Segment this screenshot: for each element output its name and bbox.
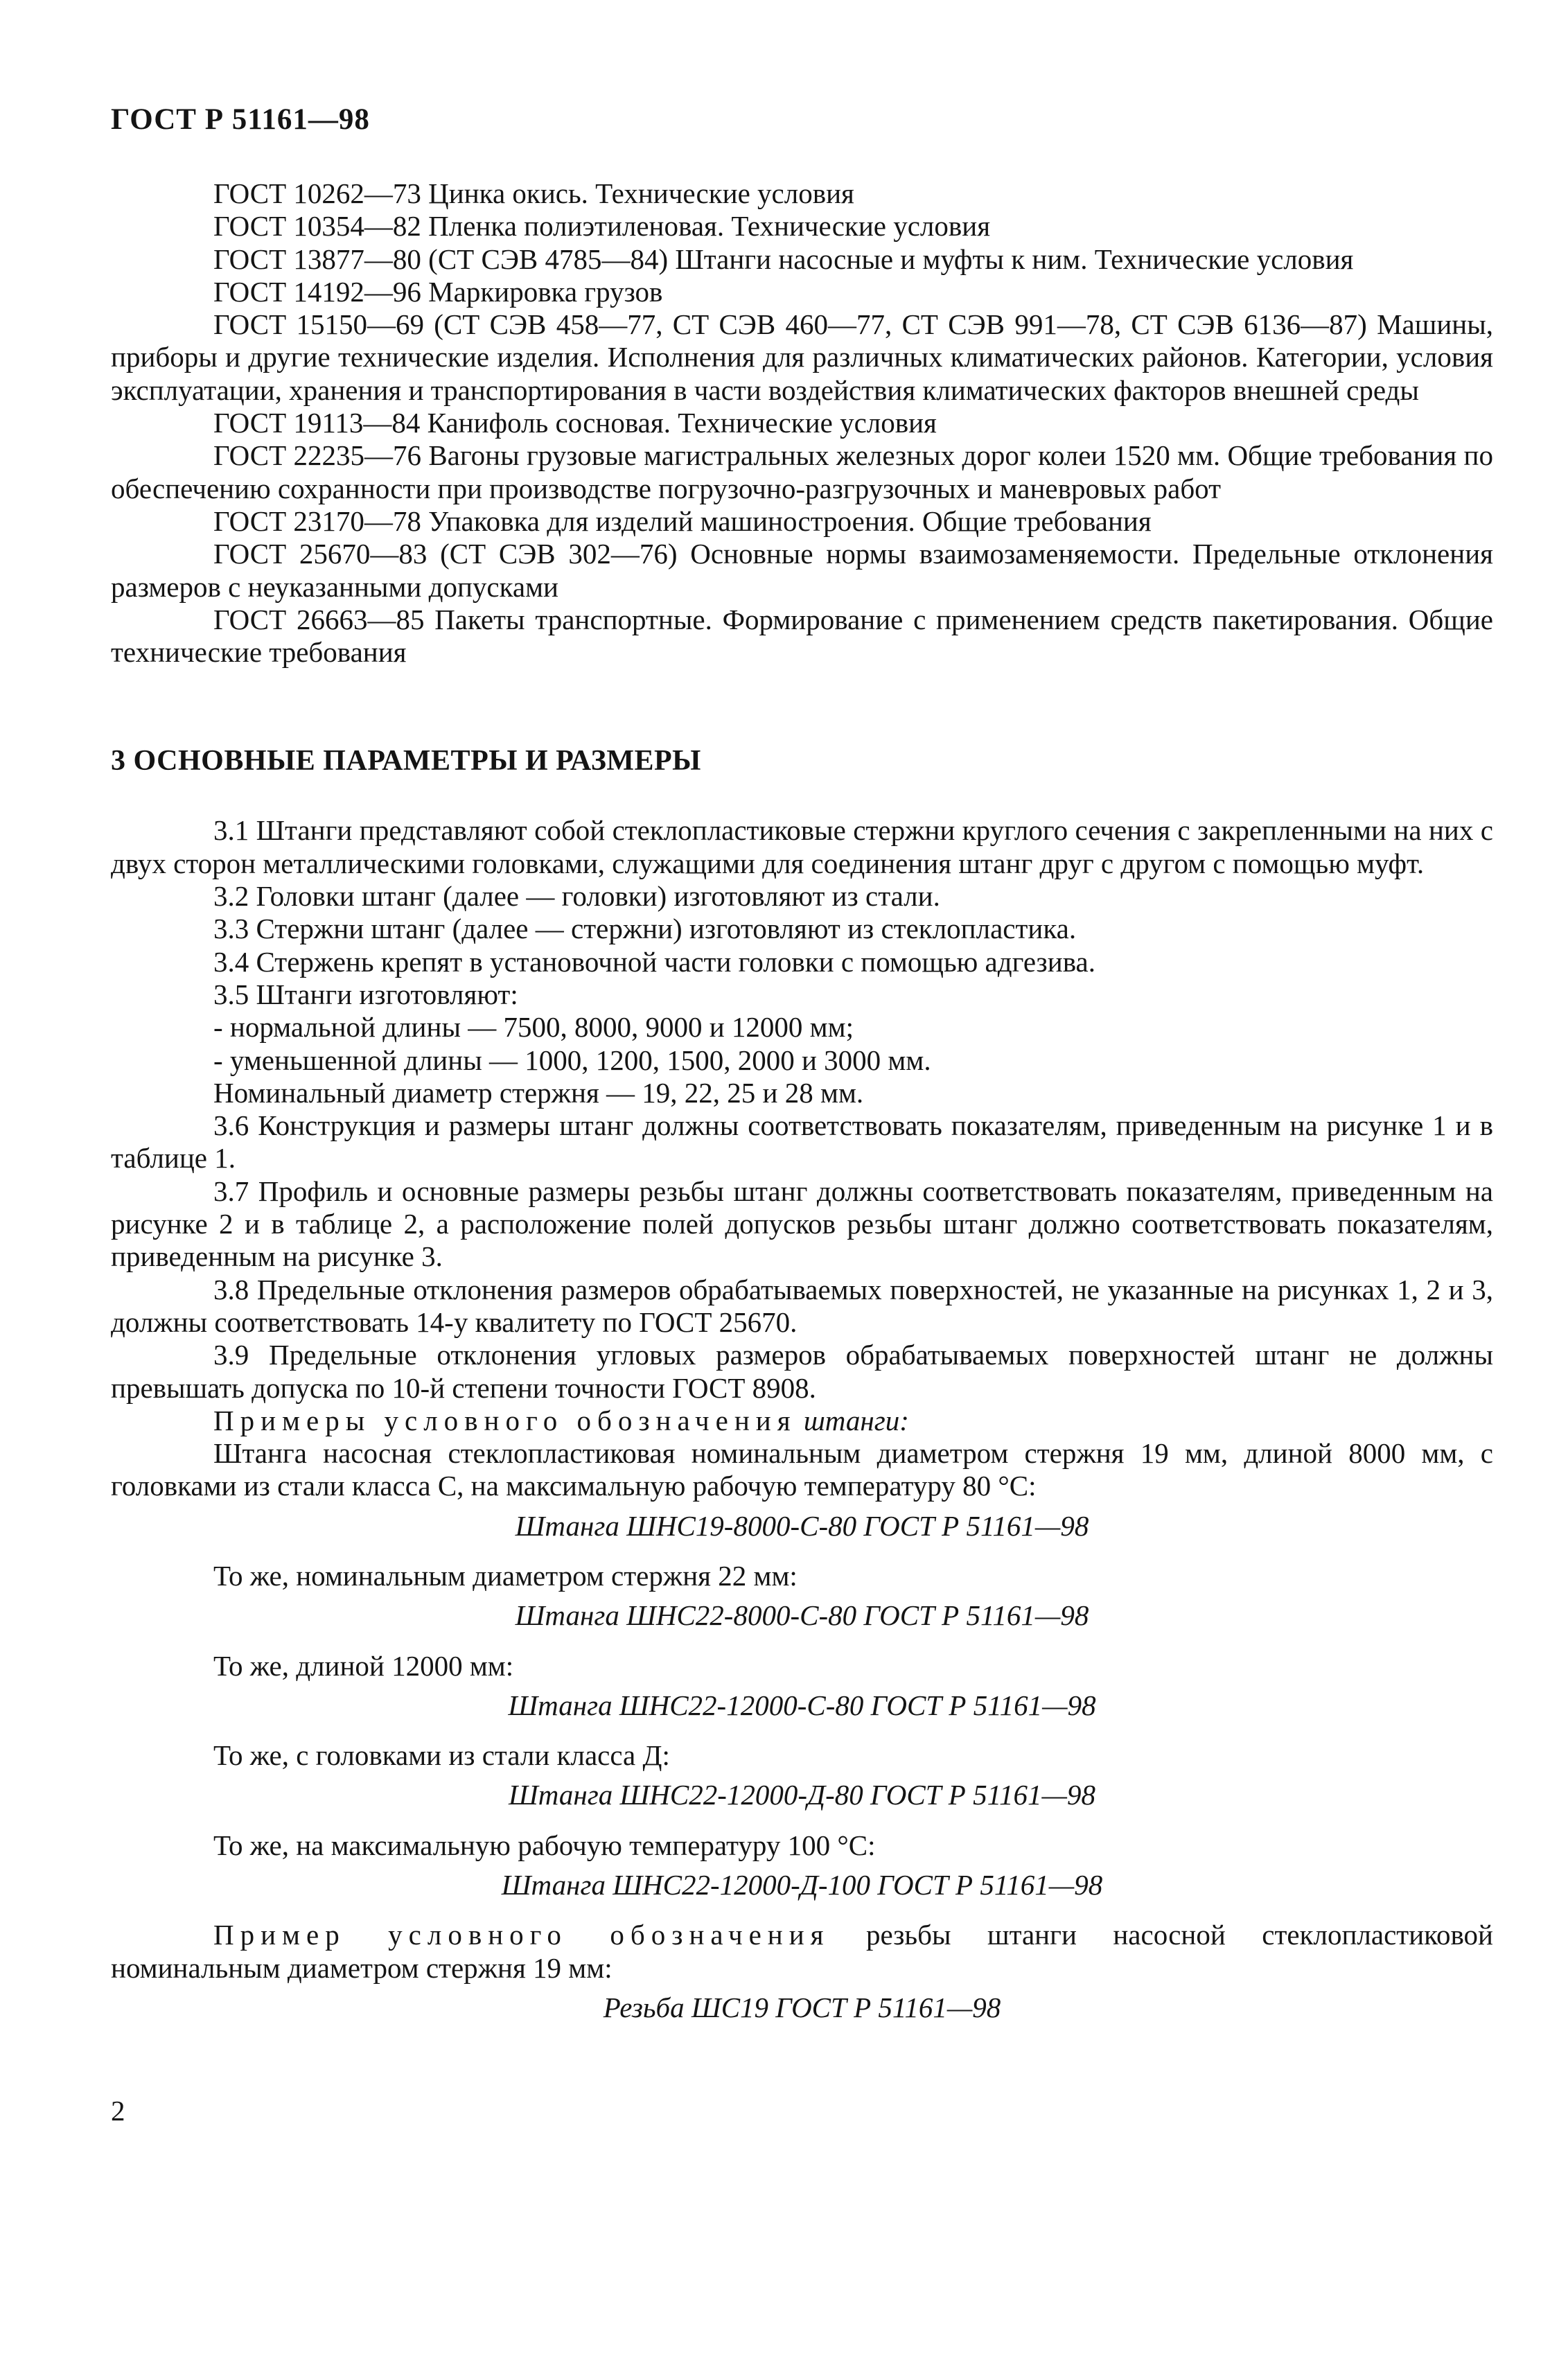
reference-item: ГОСТ 13877—80 (СТ СЭВ 4785—84) Штанги насосные и муфты к ним. Технические условия (213, 243, 1354, 275)
page-number: 2 (111, 2095, 125, 2127)
designation-example: Штанга ШНС22-12000-Д-80 ГОСТ Р 51161—98 (509, 1779, 1095, 1811)
clause-3-5-diameter: Номинальный диаметр стержня — 19, 22, 25 и 28 мм. (213, 1076, 864, 1109)
page-header: ГОСТ Р 51161—98 (111, 103, 370, 136)
reference-item: ГОСТ 10262—73 Цинка окись. Технические условия (213, 177, 854, 209)
clause-3-6: 3.6 Конструкция и размеры штанг должны соответствовать показателям, приведенным на рисунке 1 и в таблице 1. (111, 1109, 1493, 1175)
designation-example: Штанга ШНС19-8000-С-80 ГОСТ Р 51161—98 (515, 1509, 1089, 1542)
examples-heading-spaced: Примеры условного обозначения (213, 1404, 797, 1436)
clause-3-5-list-item: - уменьшенной длины — 1000, 1200, 1500, 2000 и 3000 мм. (213, 1044, 931, 1076)
clause-3-2: 3.2 Головки штанг (далее — головки) изготовляют из стали. (213, 880, 940, 913)
example-text: То же, номинальным диаметром стержня 22 мм: (213, 1559, 798, 1592)
clause-3-8: 3.8 Предельные отклонения размеров обрабатываемых поверхностей, не указанные на рисунках 1, 2 и 3, должны соответствовать 14-у квалитету по ГОСТ 25670. (111, 1273, 1493, 1338)
clause-3-3: 3.3 Стержни штанг (далее — стержни) изготовляют из стеклопластика. (213, 913, 1077, 945)
reference-item: ГОСТ 26663—85 Пакеты транспортные. Формирование с применением средств пакетирования. Общие технические требования (111, 603, 1493, 669)
thread-designation-example: Резьба ШС19 ГОСТ Р 51161—98 (603, 1991, 1001, 2023)
page-body (111, 177, 1493, 2041)
thread-example-heading-spaced: Пример условного обозначения (213, 1919, 830, 1951)
designation-example: Штанга ШНС22-12000-С-80 ГОСТ Р 51161—98 (508, 1689, 1096, 1721)
examples-heading-rest: штанги: (803, 1404, 909, 1436)
clause-3-4: 3.4 Стержень крепят в установочной части головки с помощью адгезива. (213, 945, 1095, 978)
reference-item: ГОСТ 14192—96 Маркировка грузов (213, 275, 663, 308)
reference-item: ГОСТ 15150—69 (СТ СЭВ 458—77, СТ СЭВ 460—77, СТ СЭВ 991—78, СТ СЭВ 6136—87) Машины, приборы и другие технические изделия. Исполнения для различных климатических районов. Категории, условия эксплуатации, хранения и транспортирования в части воздействия климатических факторов внешней среды (111, 308, 1493, 406)
clause-3-9: 3.9 Предельные отклонения угловых размеров обрабатываемых поверхностей штанг не должны превышать допуска по 10-й степени точности ГОСТ 8908. (111, 1339, 1493, 1404)
clause-3-5-list-item: - нормальной длины — 7500, 8000, 9000 и 12000 мм; (213, 1011, 854, 1044)
section-title: 3 ОСНОВНЫЕ ПАРАМЕТРЫ И РАЗМЕРЫ (111, 745, 701, 777)
reference-item: ГОСТ 19113—84 Канифоль сосновая. Технические условия (213, 407, 937, 439)
example-text: То же, с головками из стали класса Д: (213, 1739, 670, 1772)
designation-example: Штанга ШНС22-8000-С-80 ГОСТ Р 51161—98 (515, 1599, 1089, 1632)
designation-example: Штанга ШНС22-12000-Д-100 ГОСТ Р 51161—98 (501, 1869, 1103, 1901)
thread-example-heading (111, 1919, 1493, 1985)
example-text: То же, на максимальную рабочую температуру 100 °С: (213, 1829, 876, 1861)
reference-item: ГОСТ 10354—82 Пленка полиэтиленовая. Технические условия (213, 210, 991, 243)
reference-item: ГОСТ 25670—83 (СТ СЭВ 302—76) Основные нормы взаимозаменяемости. Предельные отклонения размеров с неуказанными допусками (111, 538, 1493, 603)
clause-3-7: 3.7 Профиль и основные размеры резьбы штанг должны соответствовать показателям, приведенным на рисунке 2 и в таблице 2, а расположение полей допусков резьбы штанг должно соответствовать показателям, приведенным на рисунке 3. (111, 1175, 1493, 1273)
reference-item: ГОСТ 22235—76 Вагоны грузовые магистральных железных дорог колеи 1520 мм. Общие требования по обеспечению сохранности при производстве погрузочно-разгрузочных и маневровых работ (111, 439, 1493, 504)
clause-3-1: 3.1 Штанги представляют собой стеклопластиковые стержни круглого сечения с закрепленными на них с двух сторон металлическими головками, служащими для соединения штанг друг с другом с помощью муфт. (111, 814, 1493, 879)
reference-item: ГОСТ 23170—78 Упаковка для изделий машиностроения. Общие требования (213, 504, 1152, 537)
example-text: То же, длиной 12000 мм: (213, 1649, 514, 1682)
examples-intro: Штанга насосная стеклопластиковая номинальным диаметром стержня 19 мм, длиной 8000 мм, с головками из стали класса С, на максимальную рабочую температуру 80 °С: (111, 1437, 1493, 1502)
examples-heading (111, 1405, 1493, 1437)
clause-3-5: 3.5 Штанги изготовляют: (213, 978, 518, 1010)
thread-example-heading-rest: резьбы штанги насосной стеклопластиковой номинальным диаметром стержня 19 мм: (111, 1919, 1493, 1984)
